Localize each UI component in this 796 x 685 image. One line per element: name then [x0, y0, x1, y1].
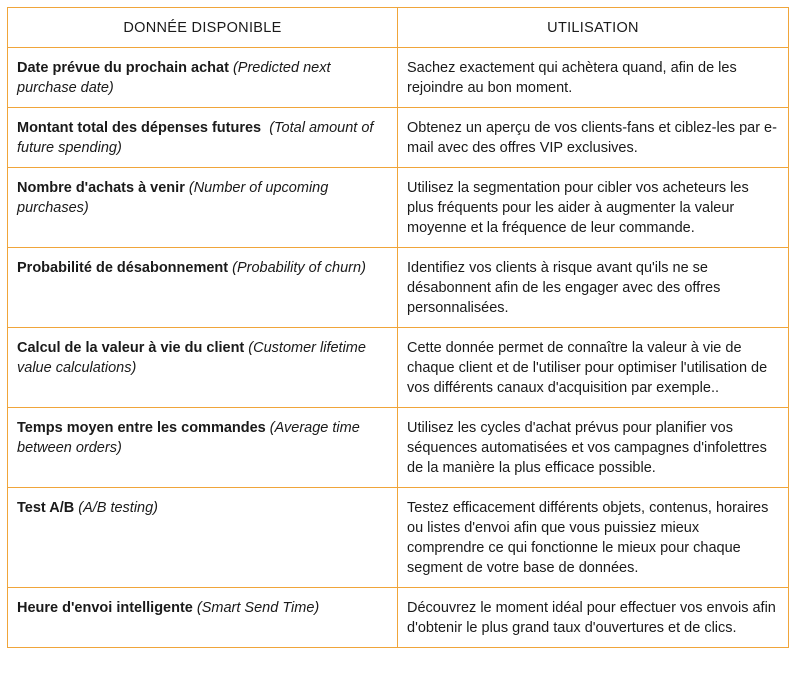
header-donnee-disponible: DONNÉE DISPONIBLE	[8, 8, 398, 48]
data-label: Heure d'envoi intelligente	[17, 600, 193, 616]
data-label-english: (Total amount of future spending)	[17, 120, 374, 156]
data-label-english: (Average time between orders)	[17, 420, 360, 456]
data-cell	[8, 168, 398, 248]
data-cell	[8, 248, 398, 328]
data-label: Date prévue du prochain achat	[17, 60, 229, 76]
data-label-english: (Smart Send Time)	[196, 600, 320, 616]
table-row	[8, 248, 789, 328]
table-row	[8, 408, 789, 488]
table-row	[8, 108, 789, 168]
data-label-english: (Predicted next purchase date)	[17, 60, 331, 96]
usage-cell: Utilisez la segmentation pour cibler vos acheteurs les plus fréquents pour les aider à augmenter la valeur moyenne et la fréquence de leur commande.	[398, 168, 789, 248]
data-label: Probabilité de désabonnement	[17, 260, 229, 276]
data-label: Nombre d'achats à venir	[17, 180, 185, 196]
data-label: Temps moyen entre les commandes	[17, 420, 266, 436]
usage-cell: Testez efficacement différents objets, contenus, horaires ou listes d'envoi afin que vous puissiez mieux comprendre ce qui fonctionne le mieux pour chaque segment de votre base de données.	[398, 488, 789, 588]
header-row	[8, 8, 789, 48]
data-cell	[8, 488, 398, 588]
data-label: Test A/B	[17, 500, 75, 516]
table-row	[8, 488, 789, 588]
table-row	[8, 168, 789, 248]
data-cell	[8, 108, 398, 168]
usage-cell: Sachez exactement qui achètera quand, afin de les rejoindre au bon moment.	[398, 48, 789, 108]
header-utilisation: UTILISATION	[398, 8, 789, 48]
usage-cell: Identifiez vos clients à risque avant qu'ils ne se désabonnent afin de les engager avec des offres personnalisées.	[398, 248, 789, 328]
usage-cell: Utilisez les cycles d'achat prévus pour planifier vos séquences automatisées et vos campagnes d'infolettres de la manière la plus efficace possible.	[398, 408, 789, 488]
data-cell	[8, 408, 398, 488]
usage-cell: Cette donnée permet de connaître la valeur à vie de chaque client et de l'utiliser pour optimiser l'utilisation de vos différents canaux d'acquisition par exemple..	[398, 328, 789, 408]
data-label: Montant total des dépenses futures	[17, 120, 262, 136]
data-cell	[8, 48, 398, 108]
data-cell	[8, 328, 398, 408]
data-label-english: (A/B testing)	[78, 500, 159, 516]
data-usage-table	[7, 7, 789, 648]
table-row	[8, 328, 789, 408]
data-label: Calcul de la valeur à vie du client	[17, 340, 245, 356]
data-label-english: (Customer lifetime value calculations)	[17, 340, 366, 376]
usage-cell: Découvrez le moment idéal pour effectuer vos envois afin d'obtenir le plus grand taux d'ouvertures et de clics.	[398, 588, 789, 648]
data-label-english: (Number of upcoming purchases)	[17, 180, 329, 216]
table-row	[8, 48, 789, 108]
table-row	[8, 588, 789, 648]
usage-cell: Obtenez un aperçu de vos clients-fans et ciblez-les par e-mail avec des offres VIP exclusives.	[398, 108, 789, 168]
data-cell	[8, 588, 398, 648]
data-label-english: (Probability of churn)	[232, 260, 366, 276]
